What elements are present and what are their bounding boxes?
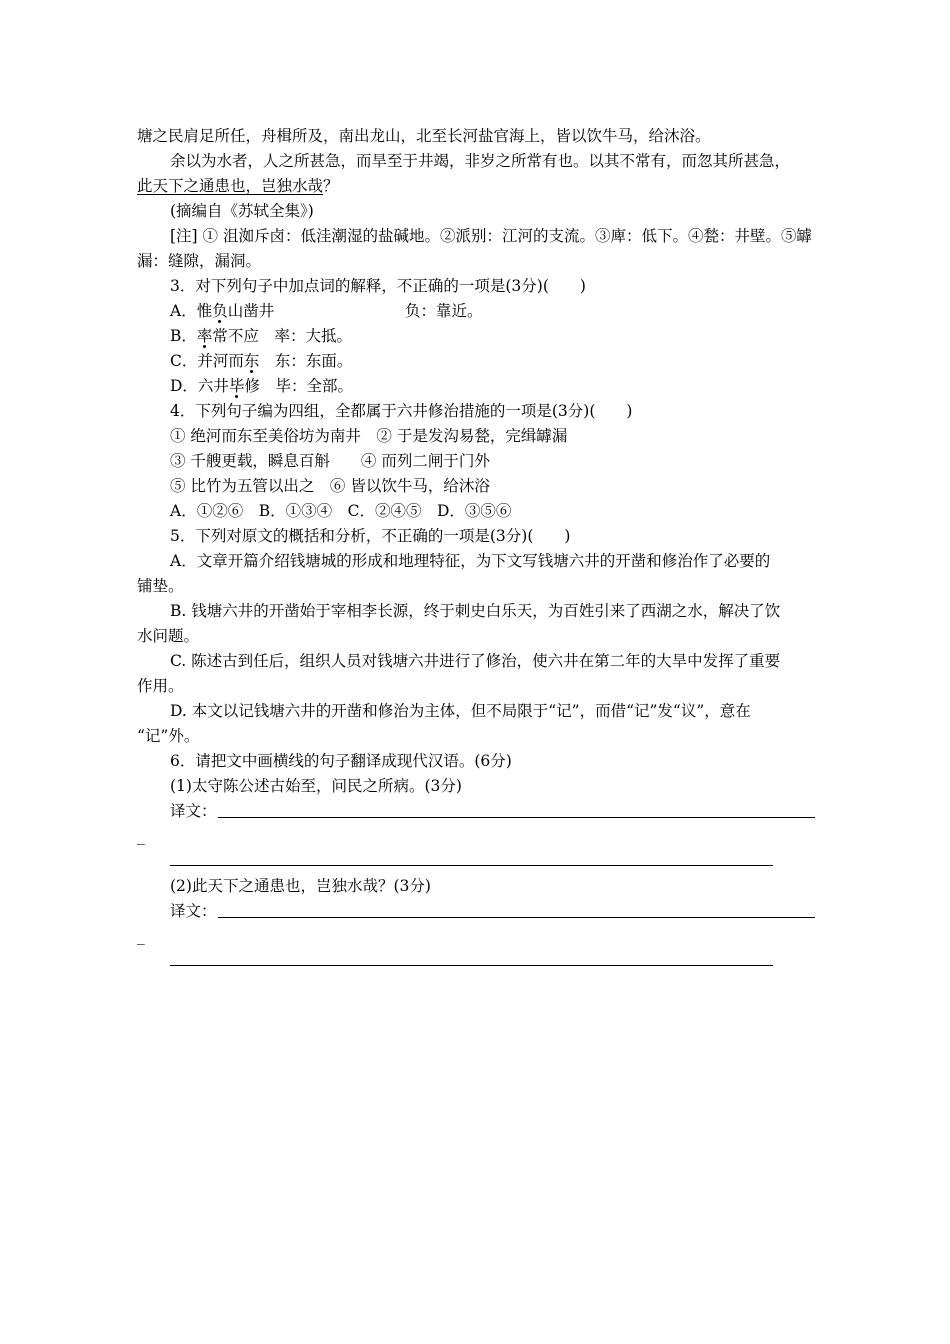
- answer-label-1: 译文：: [170, 802, 217, 820]
- answer-line-1[interactable]: [218, 817, 815, 818]
- passage-paragraph-2-end: 此天下之通患也，岂独水哉？: [137, 177, 339, 195]
- dotted-char: 率: [196, 327, 213, 345]
- question-3-option-a: A．惟负山凿井: [170, 302, 275, 320]
- answer-line-dash-2: _: [137, 927, 145, 945]
- answer-line-1b[interactable]: [170, 865, 773, 866]
- answer-line-2[interactable]: [218, 917, 815, 918]
- annotation-note: [注] ① 沮洳斥卤：低洼潮湿的盐碱地。②派别：江河的支流。③庳：低下。④甃：井壁。⑤罅: [170, 227, 812, 245]
- source-citation: (摘编自《苏轼全集》): [170, 202, 314, 220]
- annotation-note-cont: 漏：缝隙，漏洞。: [137, 252, 262, 270]
- answer-line-dash-1: _: [137, 827, 145, 845]
- dotted-char: 东: [243, 352, 260, 370]
- passage-paragraph-1: 塘之民肩足所任，舟楫所及，南出龙山，北至长河盐官海上，皆以饮牛马，给沐浴。: [137, 127, 711, 145]
- answer-line-2b[interactable]: [170, 965, 773, 966]
- question-4-row-2: ③ 千艘更载，瞬息百斛 ④ 而列二闸于门外: [170, 452, 490, 470]
- question-4-stem: 4．下列句子编为四组，全都属于六井修治措施的一项是(3分)( ): [170, 402, 633, 420]
- answer-label-2: 译文：: [170, 902, 217, 920]
- question-5-option-a-cont: 铺垫。: [137, 577, 184, 595]
- question-5-option-b-cont: 水问题。: [137, 627, 200, 645]
- question-3-stem: 3．对下列句子中加点词的解释，不正确的一项是(3分)( ): [170, 277, 586, 295]
- question-6-stem: 6．请把文中画横线的句子翻译成现代汉语。(6分): [170, 752, 512, 770]
- question-4-row-3: ⑤ 比竹为五管以出之 ⑥ 皆以饮牛马，给沐浴: [170, 477, 490, 495]
- question-5-option-d-cont: “记”外。: [137, 727, 200, 745]
- question-5-stem: 5．下列对原文的概括和分析，不正确的一项是(3分)( ): [170, 527, 571, 545]
- question-4-row-1: ① 绝河而东至美俗坊为南井 ② 于是发沟易甃，完缉罅漏: [170, 427, 568, 445]
- dotted-char: 负: [212, 302, 228, 320]
- question-5-option-d: D. 本文以记钱塘六井的开凿和修治为主体，但不局限于“记”，而借“记”发“议”，意在: [170, 702, 751, 720]
- question-5-option-a: A．文章开篇介绍钱塘城的形成和地理特征，为下文写钱塘六井的开凿和修治作了必要的: [170, 552, 771, 570]
- question-5-option-c-cont: 作用。: [137, 677, 184, 695]
- question-4-options: A．①②⑥ B．①③④ C．②④⑤ D．③⑤⑥: [170, 502, 512, 520]
- question-6-sentence-1: (1)太守陈公述古始至，问民之所病。(3分): [170, 777, 462, 795]
- question-5-option-b: B. 钱塘六井的开凿始于宰相李长源，终于刺史白乐天，为百姓引来了西湖之水，解决了饮: [170, 602, 781, 620]
- question-3-option-d: D．六井毕修 毕：全部。: [170, 377, 353, 395]
- dotted-char: 毕: [228, 377, 245, 395]
- question-5-option-c: C. 陈述古到任后，组织人员对钱塘六井进行了修治，使六井在第二年的大旱中发挥了重要: [170, 652, 781, 670]
- question-3-option-b: B．率常不应 率：大抵。: [170, 327, 352, 345]
- passage-paragraph-2: 余以为水者，人之所甚急，而旱至于井竭，非岁之所常有也。以其不常有，而忽其所甚急，: [170, 152, 791, 170]
- question-6-sentence-2: (2)此天下之通患也，岂独水哉？(3分): [170, 877, 431, 895]
- question-3-option-c: C．并河而东 东：东面。: [170, 352, 353, 370]
- question-3-option-a-explanation: 负：靠近。: [405, 302, 483, 320]
- underlined-sentence: 此天下之通患也，岂独水哉: [137, 177, 324, 195]
